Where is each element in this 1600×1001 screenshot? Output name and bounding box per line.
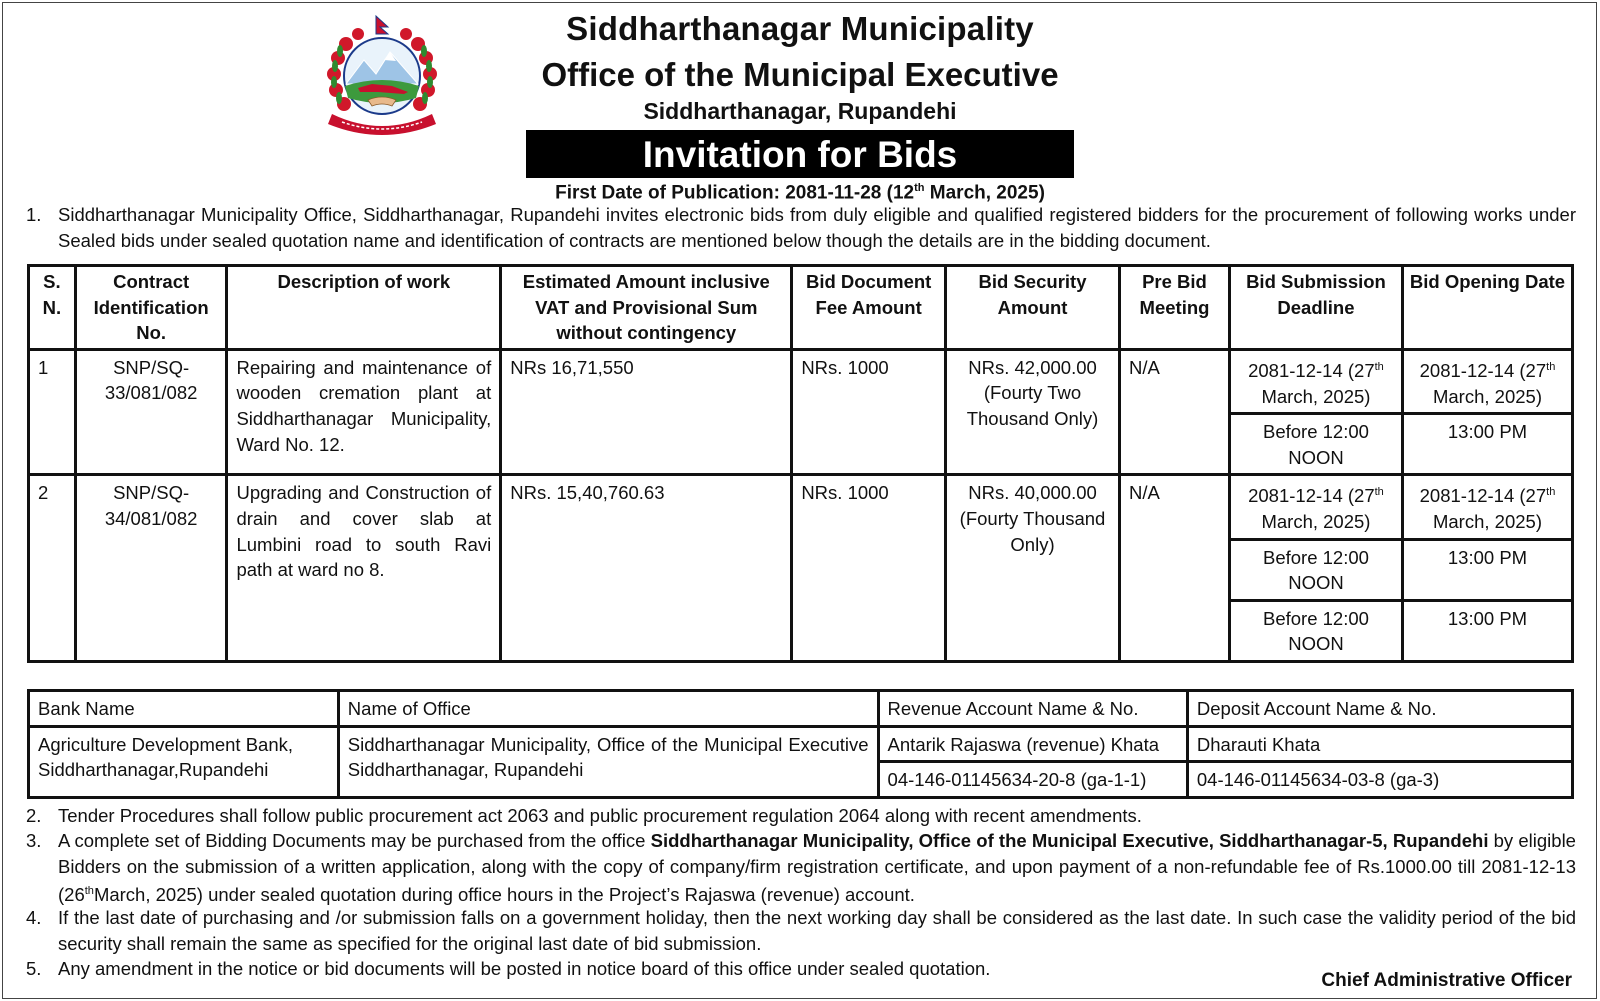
cell-opening-time: 13:00 PM	[1402, 539, 1572, 600]
table-row	[29, 475, 1573, 539]
cell-opening-time: 13:00 PM	[1402, 600, 1572, 661]
paragraph-number: 2.	[26, 805, 42, 826]
cell-estimate: NRs 16,71,550	[501, 349, 792, 475]
cell-opening-time: 13:00 PM	[1402, 414, 1572, 475]
cell-deposit-no: 04-146-01145634-03-8 (ga-3)	[1187, 762, 1572, 798]
header-estimated-amount: Estimated Amount inclusive VAT and Provisional Sum without contingency	[501, 266, 792, 350]
paragraph-number: 1.	[26, 204, 42, 225]
title-banner: Invitation for Bids	[526, 130, 1074, 178]
cell-description: Repairing and maintenance of wooden cremation plant at Siddharthanagar Municipality, Ward No. 12.	[227, 349, 501, 475]
cell-description: Upgrading and Construction of drain and cover slab at Lumbini road to south Ravi path at ward no 8.	[227, 475, 501, 662]
paragraph-text: If the last date of purchasing and /or submission falls on a government holiday, then the next working day shall be considered as the last date. In such case the validity period of the bid security shall remain the same as specified for the original last date of bid submission.	[58, 907, 1576, 954]
paragraph-text: Any amendment in the notice or bid documents will be posted in notice board of this office under sealed quotation.	[58, 958, 991, 979]
cell-opening-date: 2081-12-14 (27th March, 2025)	[1402, 475, 1572, 539]
paragraph-number: 4.	[26, 907, 42, 928]
cell-bank-name: Agriculture Development Bank, Siddharthanagar,Rupandehi	[29, 726, 339, 797]
office-location: Siddharthanagar, Rupandehi	[643, 98, 957, 124]
paragraph-2	[26, 803, 1576, 829]
cell-pre-bid: N/A	[1120, 475, 1230, 662]
header-deposit-account: Deposit Account Name & No.	[1187, 691, 1572, 727]
signature: Chief Administrative Officer	[1321, 970, 1572, 991]
notice-header	[0, 6, 1600, 204]
header-contract-id: Contract Identification No.	[75, 266, 227, 350]
header-opening-date: Bid Opening Date	[1402, 266, 1572, 350]
header-description: Description of work	[227, 266, 501, 350]
header-pre-bid: Pre Bid Meeting	[1120, 266, 1230, 350]
cell-opening-date: 2081-12-14 (27th March, 2025)	[1402, 349, 1572, 413]
cell-submission-date: 2081-12-14 (27th March, 2025)	[1229, 349, 1402, 413]
cell-doc-fee: NRs. 1000	[792, 475, 946, 662]
office-name: Office of the Municipal Executive	[541, 56, 1059, 93]
cell-submission-time: Before 12:00 NOON	[1229, 600, 1402, 661]
paragraph-4	[26, 905, 1576, 956]
cell-submission-time: Before 12:00 NOON	[1229, 414, 1402, 475]
header-revenue-account: Revenue Account Name & No.	[878, 691, 1187, 727]
header-bid-security: Bid Security Amount	[946, 266, 1120, 350]
cell-revenue-no: 04-146-01145634-20-8 (ga-1-1)	[878, 762, 1187, 798]
table-header-row	[29, 691, 1573, 727]
cell-bid-security: NRs. 40,000.00 (Fourty Thousand Only)	[946, 475, 1120, 662]
cell-pre-bid: N/A	[1120, 349, 1230, 475]
header-bank-name: Bank Name	[29, 691, 339, 727]
cell-sn: 2	[29, 475, 76, 662]
bank-table	[27, 689, 1574, 799]
header-doc-fee: Bid Document Fee Amount	[792, 266, 946, 350]
cell-contract-id: SNP/SQ-33/081/082	[75, 349, 227, 475]
cell-doc-fee: NRs. 1000	[792, 349, 946, 475]
cell-estimate: NRs. 15,40,760.63	[501, 475, 792, 662]
paragraph-3	[26, 828, 1576, 908]
publication-date: First Date of Publication: 2081-11-28 (12th March, 2025)	[555, 182, 1045, 204]
cell-deposit-name: Dharauti Khata	[1187, 726, 1572, 762]
cell-bid-security: NRs. 42,000.00 (Fourty Two Thousand Only)	[946, 349, 1120, 475]
cell-submission-time: Before 12:00 NOON	[1229, 539, 1402, 600]
bids-table	[27, 264, 1574, 663]
table-header-row	[29, 266, 1573, 350]
paragraph-number: 3.	[26, 830, 42, 851]
org-name: Siddharthanagar Municipality	[566, 10, 1034, 47]
header-submission-deadline: Bid Submission Deadline	[1229, 266, 1402, 350]
cell-sn: 1	[29, 349, 76, 475]
paragraph-number: 5.	[26, 958, 42, 979]
cell-office-name: Siddharthanagar Municipality, Office of the Municipal Executive Siddharthanagar, Rupandehi	[338, 726, 878, 797]
cell-revenue-name: Antarik Rajaswa (revenue) Khata	[878, 726, 1187, 762]
header-office-name: Name of Office	[338, 691, 878, 727]
paragraph-text: Siddharthanagar Municipality Office, Siddharthanagar, Rupandehi invites electronic bids from duly eligible and qualified registered bidders for the procurement of following works under Sealed bids under sealed quotation name and identification of contracts are mentioned below though the details are in the bidding document.	[58, 204, 1576, 251]
table-row	[29, 726, 1573, 762]
cell-contract-id: SNP/SQ-34/081/082	[75, 475, 227, 662]
paragraph-text: Tender Procedures shall follow public procurement act 2063 and public procurement regulation 2064 along with recent amendments.	[58, 805, 1142, 826]
paragraph-text: A complete set of Bidding Documents may be purchased from the office Siddharthanagar Municipality, Office of the Municipal Executive, Siddharthanagar-5, Rupandehi by eligible Bidders on the submission of a written application, along with the copy of company/firm registration certificate, and upon payment of a non-refundable fee of Rs.1000.00 till 2081-12-13 (26thMarch, 2025) under sealed quotation during office hours in the Project’s Rajaswa (revenue) account.	[58, 830, 1576, 906]
office-address-bold: Siddharthanagar Municipality, Office of the Municipal Executive, Siddharthanagar-5, Rupandehi	[650, 830, 1489, 851]
header-sn: S. N.	[29, 266, 76, 350]
table-row	[29, 349, 1573, 413]
cell-submission-date: 2081-12-14 (27th March, 2025)	[1229, 475, 1402, 539]
paragraph-1	[26, 202, 1576, 253]
